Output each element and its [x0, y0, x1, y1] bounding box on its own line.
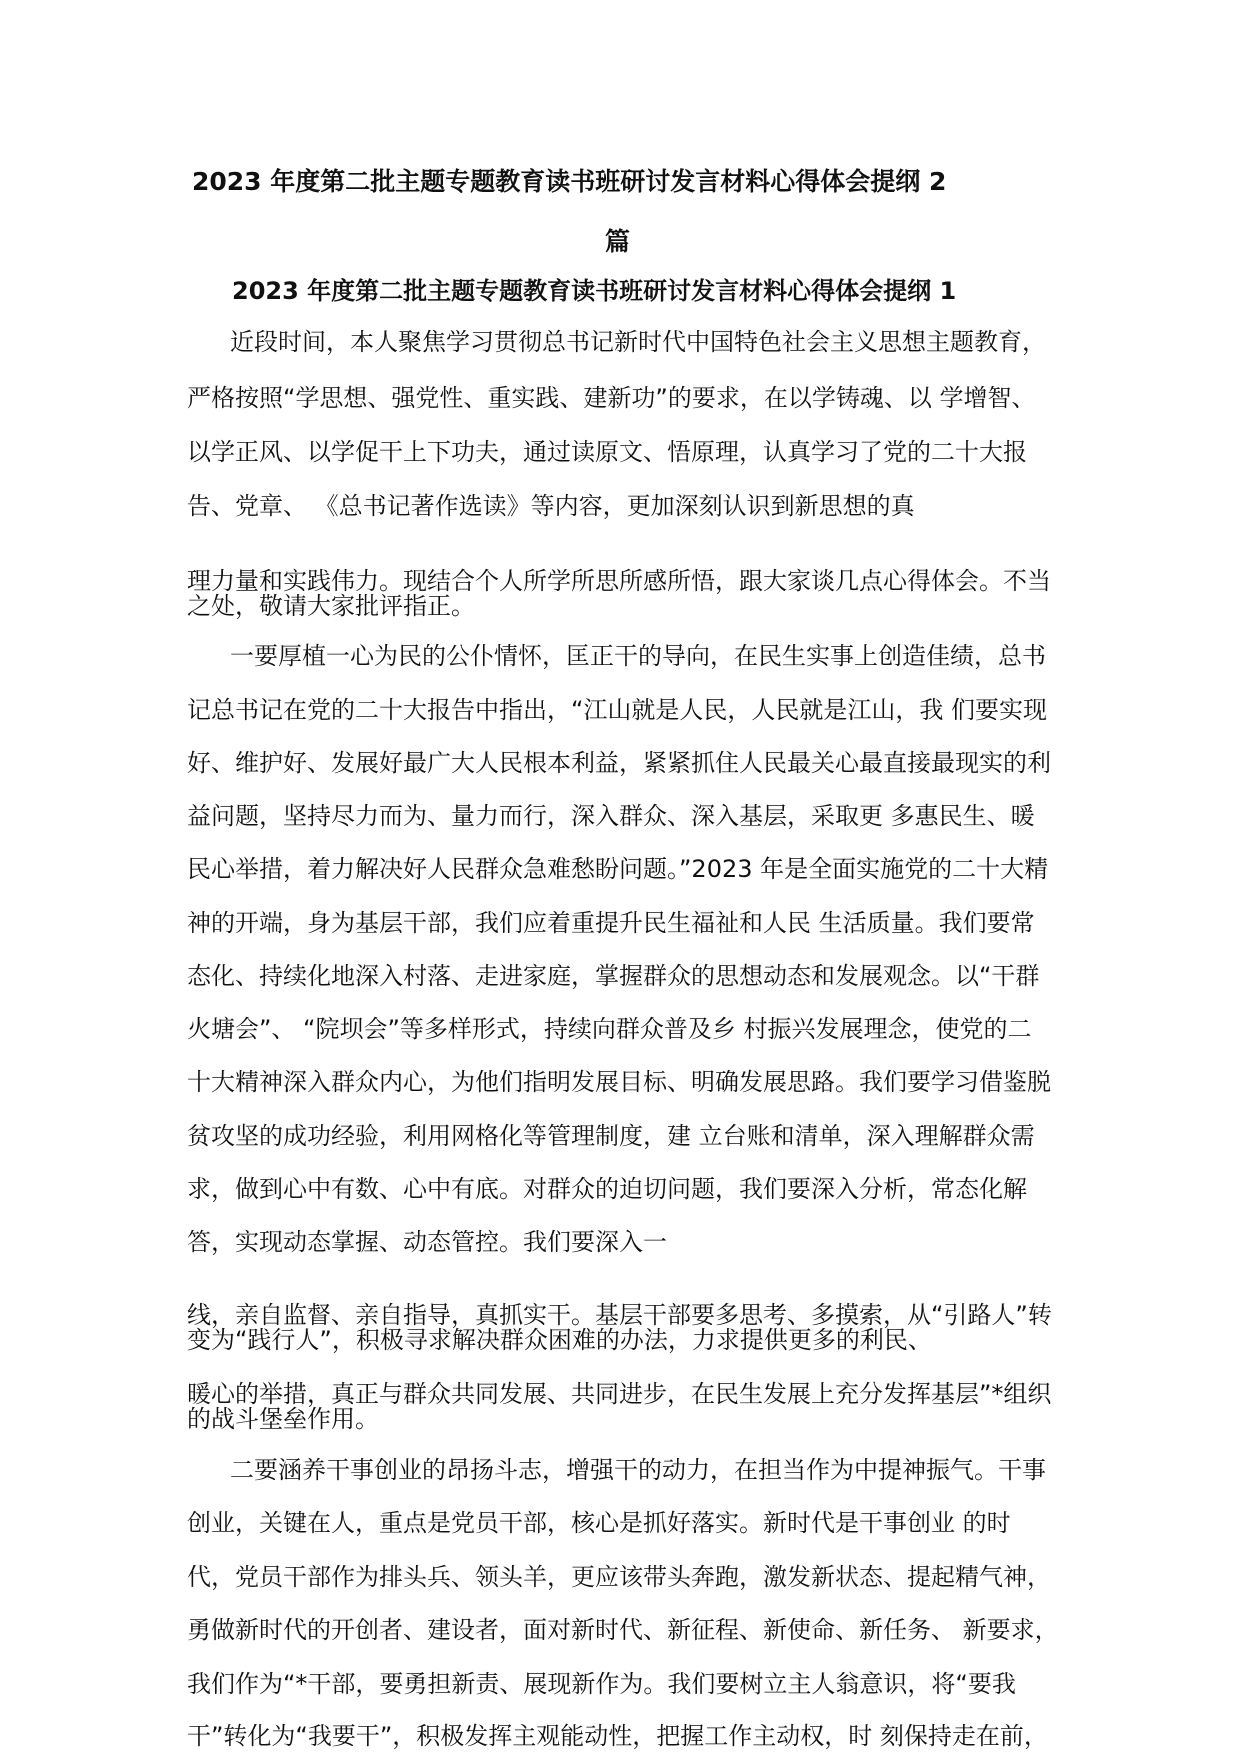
body-line: 火塘会”、 “院坝会”等多样形式，持续向群众普及乡 村振兴发展理念，使党的二: [187, 1015, 1032, 1043]
body-line: 一要厚植一心为民的公仆情怀，匡正干的导向，在民生实事上创造佳绩，总书: [230, 642, 1046, 670]
document-title-line1: 2023 年度第二批主题专题教育读书班研讨发言材料心得体会提纲 2: [192, 167, 947, 196]
body-line: 十大精神深入群众内心，为他们指明发展目标、明确发展思路。我们要学习借鉴脱: [187, 1068, 1051, 1096]
body-line: 严格按照“学思想、强党性、重实践、建新功”的要求，在以学铸魂、以 学增智、: [187, 384, 1036, 412]
body-line: 的战斗堡垒作用。: [187, 1405, 379, 1433]
document-title-line2: 篇: [605, 227, 631, 256]
body-line: 我们作为“*干部，要勇担新责、展现新作为。我们要树立主人翁意识，将“要我: [187, 1670, 1016, 1698]
document-subtitle: 2023 年度第二批主题专题教育读书班研讨发言材料心得体会提纲 1: [232, 277, 957, 305]
body-line: 之处，敬请大家批评指正。: [187, 592, 475, 620]
body-line: 记总书记在党的二十大报告中指出，“江山就是人民，人民就是江山，我 们要实现: [187, 696, 1048, 724]
body-line: 近段时间，本人聚焦学习贯彻总书记新时代中国特色社会主义思想主题教育，: [230, 328, 1046, 356]
body-line: 民心举措，着力解决好人民群众急难愁盼问题。”2023 年是全面实施党的二十大精: [187, 855, 1049, 883]
body-line: 态化、持续化地深入村落、走进家庭，掌握群众的思想动态和发展观念。以“干群: [187, 962, 1040, 990]
body-line: 贫攻坚的成功经验，利用网格化等管理制度，建 立台账和清单，深入理解群众需: [187, 1122, 1035, 1150]
body-line: 答，实现动态掌握、动态管控。我们要深入一: [187, 1228, 667, 1256]
body-line: 告、党章、 《总书记著作选读》等内容，更加深刻认识到新思想的真: [187, 492, 915, 520]
body-line: 理力量和实践伟力。现结合个人所学所思所感所悟，跟大家谈几点心得体会。不当: [187, 567, 1051, 595]
body-line: 创业，关键在人，重点是党员干部，核心是抓好落实。新时代是干事创业 的时: [187, 1509, 1011, 1537]
body-line: 暖心的举措，真正与群众共同发展、共同进步，在民生发展上充分发挥基层”*组织: [187, 1380, 1052, 1408]
body-line: 以学正风、以学促干上下功夫，通过读原文、悟原理，认真学习了党的二十大报: [187, 438, 1027, 466]
body-line: 勇做新时代的开创者、建设者，面对新时代、新征程、新使命、新任务、 新要求，: [187, 1616, 1059, 1644]
body-line: 线，亲自监督、亲自指导，真抓实干。基层干部要多思考、多摸索，从“引路人”转: [187, 1301, 1052, 1329]
body-line: 二要涵养干事创业的昂扬斗志，增强干的动力，在担当作为中提神振气。干事: [230, 1456, 1046, 1484]
body-line: 益问题，坚持尽力而为、量力而行，深入群众、深入基层，采取更 多惠民生、暖: [187, 802, 1035, 830]
body-line: 求，做到心中有数、心中有底。对群众的迫切问题，我们要深入分析，常态化解: [187, 1175, 1027, 1203]
body-line: 神的开端，身为基层干部，我们应着重提升民生福祉和人民 生活质量。我们要常: [187, 909, 1035, 937]
body-line: 好、维护好、发展好最广大人民根本利益，紧紧抓住人民最关心最直接最现实的利: [187, 749, 1051, 777]
body-line: 代，党员干部作为排头兵、领头羊，更应该带头奔跑，激发新状态、提起精气神，: [187, 1563, 1051, 1591]
body-line: 变为“践行人”，积极寻求解决群众困难的办法，力求提供更多的利民、: [187, 1326, 932, 1354]
body-line: 干”转化为“我要干”，积极发挥主观能动性，把握工作主动权，时 刻保持走在前，: [187, 1722, 1048, 1750]
